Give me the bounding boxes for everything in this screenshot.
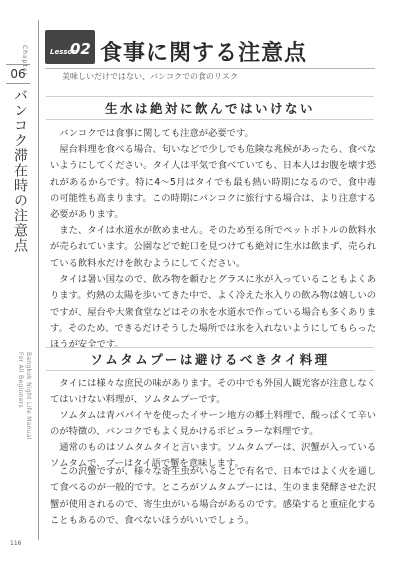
body-paragraph: タイは暑い国なので、飲み物を頼むとグラスに氷が入っていることもよくあります。灼熱の太陽を歩いてきた中で、よく冷えた氷入りの飲み物は嬉しいのですが、屋台や大衆食堂などはその氷を水道水で作っている場合も多くあります。そのため、できるだけそうした場所では氷を入れないようにしてもらったほうが安全です。	[50, 274, 376, 351]
body-paragraph: 通常のものはソムタムタイと言います。ソムタムプーは、沢蟹が入っているソムタムで、プーはタイ語で蟹を意味します。	[50, 442, 376, 470]
page-subtitle: 美味しいだけではない、バンコクでの食のリスク	[62, 72, 238, 81]
chapter-label: Chapter	[21, 44, 28, 76]
lesson-number: 02	[70, 40, 91, 58]
body-paragraph: タイには様々な庶民の味があります。その中でも外国人観光客が注意しなくてはいけない料理が、ソムタムプーです。	[50, 378, 376, 406]
body-paragraph: この沢蟹ですが、様々な寄生虫がいることで有名で、日本ではよく火を通して食べるのが一般的です。ところがソムタムプーには、生のまま発酵させた沢蟹が使用されるので、寄生虫がいる場合があるのです。感染すると重症化することもあるので、食べないほうがいいでしょう。	[50, 466, 376, 526]
body-paragraph: また、タイは水道水が飲めません。そのため至る所でペットボトルの飲料水が売られています。公園などで蛇口を見つけても絶対に生水は飲まず、売られている飲料水だけを飲むようにしてください。	[50, 225, 376, 269]
body-paragraph: バンコクでは食事に関しても注意が必要です。	[59, 128, 254, 139]
book-title	[16, 352, 32, 532]
section-heading-somtam-pu: ソムタムプーは避けるべきタイ料理	[46, 347, 374, 371]
lesson-label: Lesson	[50, 48, 78, 56]
section-heading-raw-water: 生水は絶対に飲んではいけない	[46, 96, 374, 120]
body-paragraph: 屋台料理を食べる場合、匂いなどで少しでも危険な兆候があったら、食べないようにしてください。タイ人は平気で食べていても、日本人はお腹を壊す恐れがあるからです。特に4～5月はタイでも最も熱い時期になるので、食中毒の可能性も高まります。この時期にバンコクに旅行する場合は、より注意する必要があります。	[50, 144, 376, 221]
chapter-title: バンコク滞在時の注意点	[12, 88, 28, 253]
body-paragraph: ソムタムは青パパイヤを使ったイサーン地方の郷土料理で、酸っぱくて辛いのが特徴の、バンコクでもよく見かけるポピュラーな料理です。	[50, 410, 376, 438]
book-title-line-1: Bangkok Night Life Manual	[25, 352, 32, 440]
chapter-divider-line	[38, 20, 39, 540]
book-title-line-2: For All Beginners	[17, 352, 24, 408]
page-number: 116	[10, 540, 22, 547]
page-title: 食事に関する注意点	[100, 41, 308, 66]
chapter-number: 06	[6, 64, 30, 84]
title-divider	[45, 68, 375, 69]
